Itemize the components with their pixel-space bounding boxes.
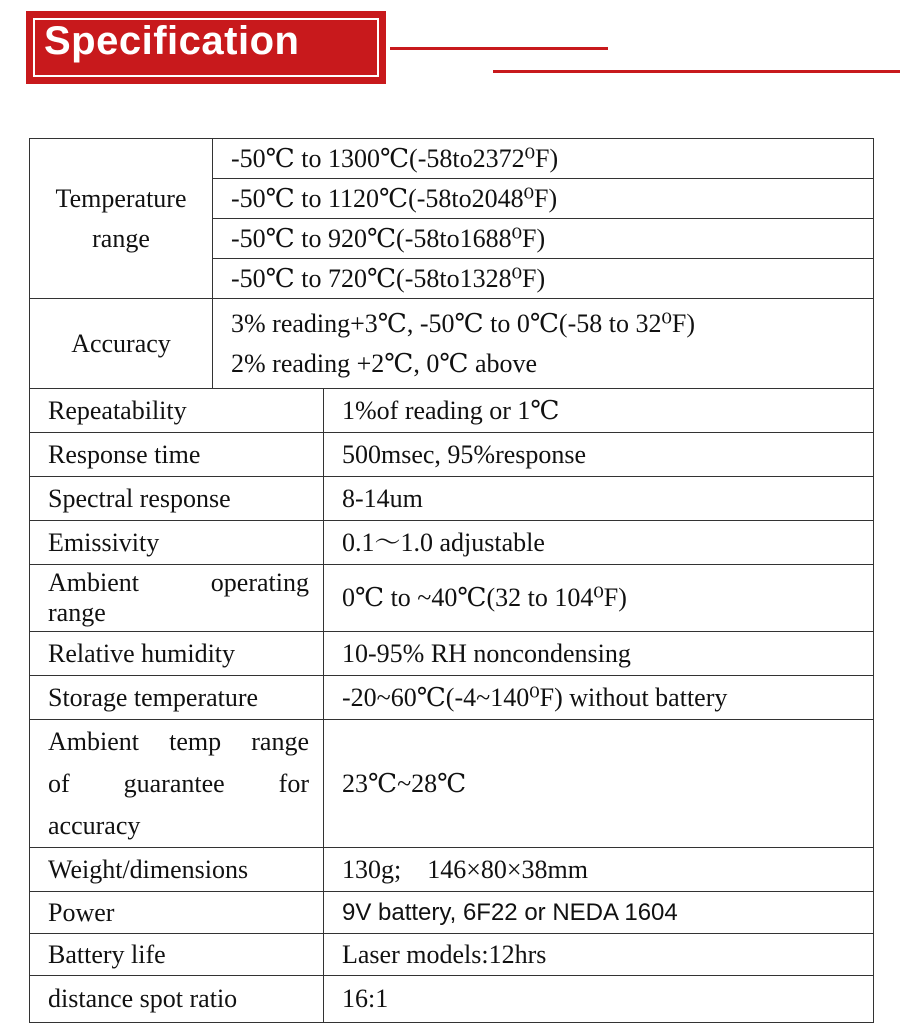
spec-value: -20~60℃(-4~140⁰F) without battery bbox=[324, 676, 874, 720]
spec-label-line2: of guarantee for bbox=[48, 768, 309, 798]
spec-label-line1: Ambient temp range bbox=[48, 726, 309, 756]
table-row bbox=[30, 139, 874, 179]
spec-value: 130g; 146×80×38mm bbox=[324, 848, 874, 892]
spec-label-line1: Ambient operating bbox=[48, 568, 309, 597]
header-divider-upper bbox=[390, 47, 608, 50]
spec-label bbox=[30, 565, 324, 632]
accuracy-label: Accuracy bbox=[30, 299, 213, 389]
accuracy-value-line1: 3% reading+3℃, -50℃ to 0℃(-58 to 32⁰F) bbox=[231, 308, 696, 338]
spec-value: 0℃ to ~40℃(32 to 104⁰F) bbox=[324, 565, 874, 632]
spec-label: Weight/dimensions bbox=[30, 848, 324, 892]
spec-label bbox=[30, 720, 324, 848]
temperature-range-value: -50℃ to 1120℃(-58to2048⁰F) bbox=[213, 179, 874, 219]
table-row bbox=[30, 433, 874, 477]
spec-table bbox=[29, 138, 874, 1023]
spec-label: Spectral response bbox=[30, 477, 324, 521]
table-row bbox=[30, 389, 874, 433]
spec-label-line3: accuracy bbox=[48, 810, 141, 840]
spec-value: 0.1～1.0 adjustable bbox=[324, 521, 874, 565]
spec-value: Laser models:12hrs bbox=[324, 934, 874, 976]
page-title: Specification bbox=[44, 19, 300, 63]
table-row bbox=[30, 676, 874, 720]
temperature-range-label bbox=[30, 139, 213, 299]
temperature-range-value: -50℃ to 1300℃(-58to2372⁰F) bbox=[213, 139, 874, 179]
temperature-range-label-line1: Temperature bbox=[55, 183, 187, 213]
spec-label: Battery life bbox=[30, 934, 324, 976]
spec-label-line2: range bbox=[48, 598, 106, 627]
spec-label: Response time bbox=[30, 433, 324, 477]
temperature-range-label-line2: range bbox=[92, 223, 150, 253]
spec-value: 16:1 bbox=[324, 976, 874, 1023]
accuracy-value bbox=[213, 299, 874, 389]
spec-label: Repeatability bbox=[30, 389, 324, 433]
accuracy-value-line2: 2% reading +2℃, 0℃ above bbox=[231, 348, 538, 378]
table-row bbox=[30, 720, 874, 848]
header-banner bbox=[26, 11, 386, 84]
spec-label: Emissivity bbox=[30, 521, 324, 565]
spec-value: 10-95% RH noncondensing bbox=[324, 632, 874, 676]
table-row bbox=[30, 299, 874, 389]
table-row bbox=[30, 521, 874, 565]
spec-value: 1%of reading or 1℃ bbox=[324, 389, 874, 433]
table-row bbox=[30, 565, 874, 632]
spec-label: Storage temperature bbox=[30, 676, 324, 720]
spec-label: distance spot ratio bbox=[30, 976, 324, 1023]
spec-value: 500msec, 95%response bbox=[324, 433, 874, 477]
spec-value: 23℃~28℃ bbox=[324, 720, 874, 848]
header-divider-lower bbox=[493, 70, 900, 73]
table-row bbox=[30, 976, 874, 1023]
table-row bbox=[30, 632, 874, 676]
temperature-range-value: -50℃ to 720℃(-58to1328⁰F) bbox=[213, 259, 874, 299]
spec-label: Relative humidity bbox=[30, 632, 324, 676]
temperature-range-value: -50℃ to 920℃(-58to1688⁰F) bbox=[213, 219, 874, 259]
spec-label: Power bbox=[30, 892, 324, 934]
table-row bbox=[30, 892, 874, 934]
table-row bbox=[30, 934, 874, 976]
spec-value: 9V battery, 6F22 or NEDA 1604 bbox=[324, 892, 874, 934]
spec-value: 8-14um bbox=[324, 477, 874, 521]
table-row bbox=[30, 477, 874, 521]
table-row bbox=[30, 848, 874, 892]
